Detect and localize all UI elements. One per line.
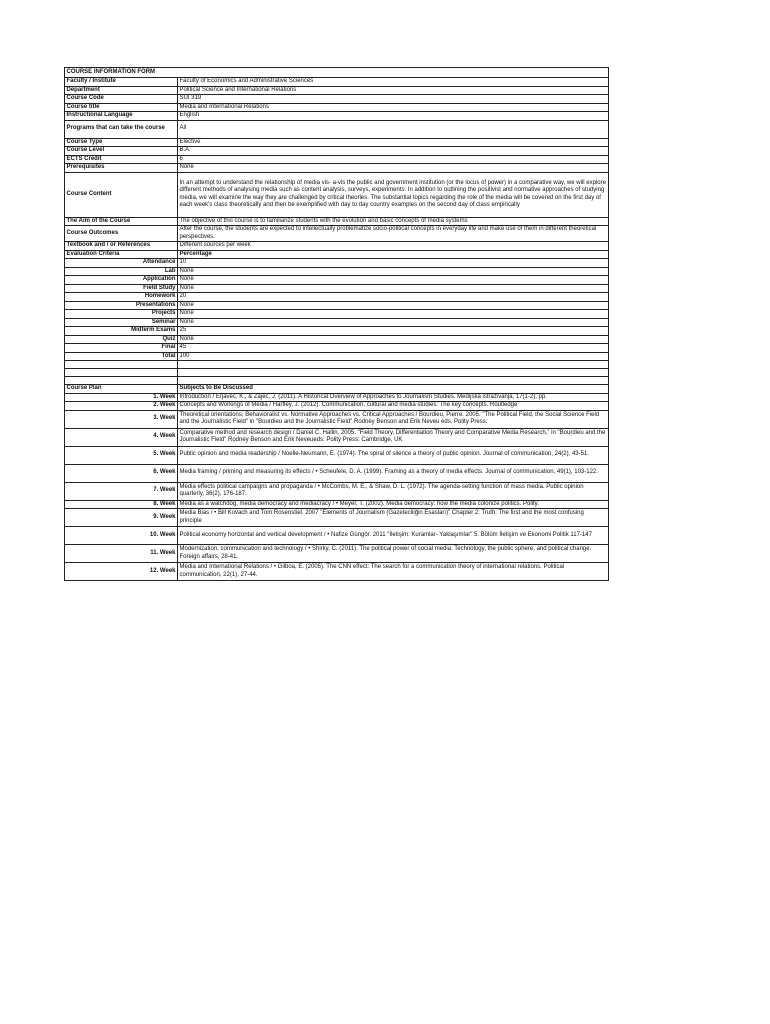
language-value: English — [178, 112, 609, 121]
week-9-subject: Media Bias / • Bill Kovach and Tom Rosenstiel. 2007 "Elements of Journalism (Gazeteciliğin Esasları)" Chapter 2: Truth: The first and the most confusing principle — [178, 509, 609, 527]
week-1-label: 1. Week — [65, 393, 178, 402]
eval-seminar-label: Seminar — [65, 318, 178, 327]
course-type-value: Elective — [178, 138, 609, 147]
eval-final-label: Final — [65, 344, 178, 353]
eval-midterm-label: Midterm Exams — [65, 327, 178, 336]
course-type-label: Course Type — [65, 138, 178, 147]
week-4-subject: Comparative method and research design / Daniel C. Hallin. 2005. "Field Theory, Differentiation Theory and Comparative Media Research," in "Bourdieu and the Journalistic Field" Rodney Benson and Erik Neveueds. Polity Press: Cambridge, UK — [178, 428, 609, 446]
eval-projects-value: None — [178, 310, 609, 319]
eval-application-label: Application — [65, 276, 178, 285]
eval-attendance-value: 10 — [178, 259, 609, 268]
course-level-label: Course Level — [65, 147, 178, 156]
eval-presentations-label: Presentations — [65, 301, 178, 310]
prerequisites-value: None — [178, 164, 609, 173]
week-12-label: 12. Week — [65, 563, 178, 581]
form-title: COURSE INFORMATION FORM — [65, 68, 609, 78]
week-7-subject: Media effects political campaigns and propaganda / • McCombs, M. E., & Shaw, D. L. (1972). The agenda-setting function of mass media. Public opinion quarterly, 36(2), 176-187. — [178, 482, 609, 500]
eval-field-study-label: Field Study — [65, 284, 178, 293]
eval-homework-value: 20 — [178, 293, 609, 302]
prerequisites-label: Prerequisites — [65, 164, 178, 173]
eval-quiz-label: Quiz — [65, 335, 178, 344]
course-aim-label: The Aim of the Course — [65, 217, 178, 226]
course-content-value: In an attempt to understand the relationship of media vis- a-vis the public and government institution (or the locus of power) in a comparative way, we will explore different methods of analysing media such as content analysis, surveys, experiments. In addition to outlining the positivist and normative approaches of studying media, we will examine the way they are challenged by critical theories. The substantial topics regarding the role of the media will be covered on the first day of each week's class theoretically and then be exemplified with day to day country examples on the second day of class empirically — [178, 172, 609, 217]
faculty-label: Faculty / Institute — [65, 78, 178, 87]
eval-final-value: 45 — [178, 344, 609, 353]
week-11-subject: Modernization, communication and technology / • Shirky, C. (2011). The political power of social media: Technology, the public sphere, and political change. Foreign affairs, 28-41. — [178, 545, 609, 563]
faculty-value: Faculty of Economics and Administrative Sciences — [178, 78, 609, 87]
course-level-value: B.A. — [178, 147, 609, 156]
course-code-value: SUI 319 — [178, 95, 609, 104]
week-7-label: 7. Week — [65, 482, 178, 500]
eval-lab-label: Lab — [65, 267, 178, 276]
eval-total-value: 100 — [178, 352, 609, 361]
course-content-label: Course Content — [65, 172, 178, 217]
course-title-value: Media and International Relations — [178, 103, 609, 112]
week-10-subject: Political economy horizontal and vertical development / • Nafize Güngör. 2011 "İletişim: Kuramlar- Yaklaşımlar" 5. Bölüm İletişim ve Ekonomi Politik 117-147 — [178, 527, 609, 545]
eval-homework-label: Homework — [65, 293, 178, 302]
programs-label: Programs that can take the course — [65, 120, 178, 138]
week-3-subject: Theoretical orientations: Behavioralist vs. Normative Approaches vs. Critical Approaches / Bourdieu, Pierre. 2005. "The Political Field, the Social Science Field and the Journalistic Field" in "Bourdieu and the Journalistic Field" Rodney Benson and Erik Neveu eds. Polity Press: — [178, 410, 609, 428]
course-information-sheet — [64, 67, 608, 581]
course-title-label: Course title — [65, 103, 178, 112]
eval-seminar-value: None — [178, 318, 609, 327]
course-plan-label: Course Plan — [65, 385, 178, 394]
week-8-label: 8. Week — [65, 500, 178, 509]
eval-quiz-value: None — [178, 335, 609, 344]
week-1-subject: Introduction / Erjavec, K., & Zajec, J. (2011). A Historical Overview of Approaches to Journalism Studies. Medijska istraživanja, 17(1-2), pp. — [178, 393, 609, 402]
blank-cell — [65, 377, 178, 385]
week-5-label: 5. Week — [65, 446, 178, 464]
week-5-subject: Public opinion and media readership / Noelle-Neumann, E. (1974). The spiral of silence a theory of public opinion. Journal of communication, 24(2), 43-51. — [178, 446, 609, 464]
blank-cell — [178, 361, 609, 369]
course-outcomes-label: Course Outcomes — [65, 226, 178, 242]
textbook-value: Different sources per week — [178, 242, 609, 251]
ects-label: ECTS Credit — [65, 155, 178, 164]
eval-projects-label: Projects — [65, 310, 178, 319]
eval-presentations-value: None — [178, 301, 609, 310]
course-plan-header: Subjects to Be Discussed — [178, 385, 609, 394]
eval-total-label: Total — [65, 352, 178, 361]
blank-cell — [178, 369, 609, 377]
eval-attendance-label: Attendance — [65, 259, 178, 268]
eval-lab-value: None — [178, 267, 609, 276]
week-10-label: 10. Week — [65, 527, 178, 545]
week-2-label: 2. Week — [65, 402, 178, 411]
week-6-subject: Media framing / priming and measuring its effects / • Scheufele, D. A. (1999). Framing as a theory of media effects. Journal of communication, 49(1), 103-122. — [178, 464, 609, 482]
language-label: Instructional Language — [65, 112, 178, 121]
evaluation-header: Percentage — [178, 250, 609, 259]
week-8-subject: Media as a watchdog, media democracy and mediacracy / • Meyer, T. (2002). Media democracy: how the media colonize politics. Polity. — [178, 500, 609, 509]
week-6-label: 6. Week — [65, 464, 178, 482]
department-value: Political Science and International Relations — [178, 86, 609, 95]
department-label: Department — [65, 86, 178, 95]
eval-application-value: None — [178, 276, 609, 285]
week-3-label: 3. Week — [65, 410, 178, 428]
ects-value: 6 — [178, 155, 609, 164]
blank-cell — [65, 361, 178, 369]
week-12-subject: Media and International Relations / • Gilboa, E. (2005). The CNN effect: The search for a communication theory of international relations. Political communication, 22(1), 27-44. — [178, 563, 609, 581]
course-form-table — [64, 67, 609, 581]
evaluation-label: Evaluation Criteria — [65, 250, 178, 259]
course-aim-value: The objective of this course is to familiarize students with the evolution and basic concepts of media systems — [178, 217, 609, 226]
eval-midterm-value: 25 — [178, 327, 609, 336]
blank-cell — [65, 369, 178, 377]
week-11-label: 11. Week — [65, 545, 178, 563]
eval-field-study-value: None — [178, 284, 609, 293]
week-2-subject: Concepts and Workings of Media / Hartley, J. (2012). Communication, cultural and media studies: The key concepts. Routledge — [178, 402, 609, 411]
textbook-label: Textbook and / or References — [65, 242, 178, 251]
course-code-label: Course Code — [65, 95, 178, 104]
week-9-label: 9. Week — [65, 509, 178, 527]
blank-cell — [178, 377, 609, 385]
week-4-label: 4. Week — [65, 428, 178, 446]
programs-value: All — [178, 120, 609, 138]
course-outcomes-value: After the course, the students are expected to intellectually problematize socio-political concepts in everyday life and make use of them in different theoretical perspectives. — [178, 226, 609, 242]
